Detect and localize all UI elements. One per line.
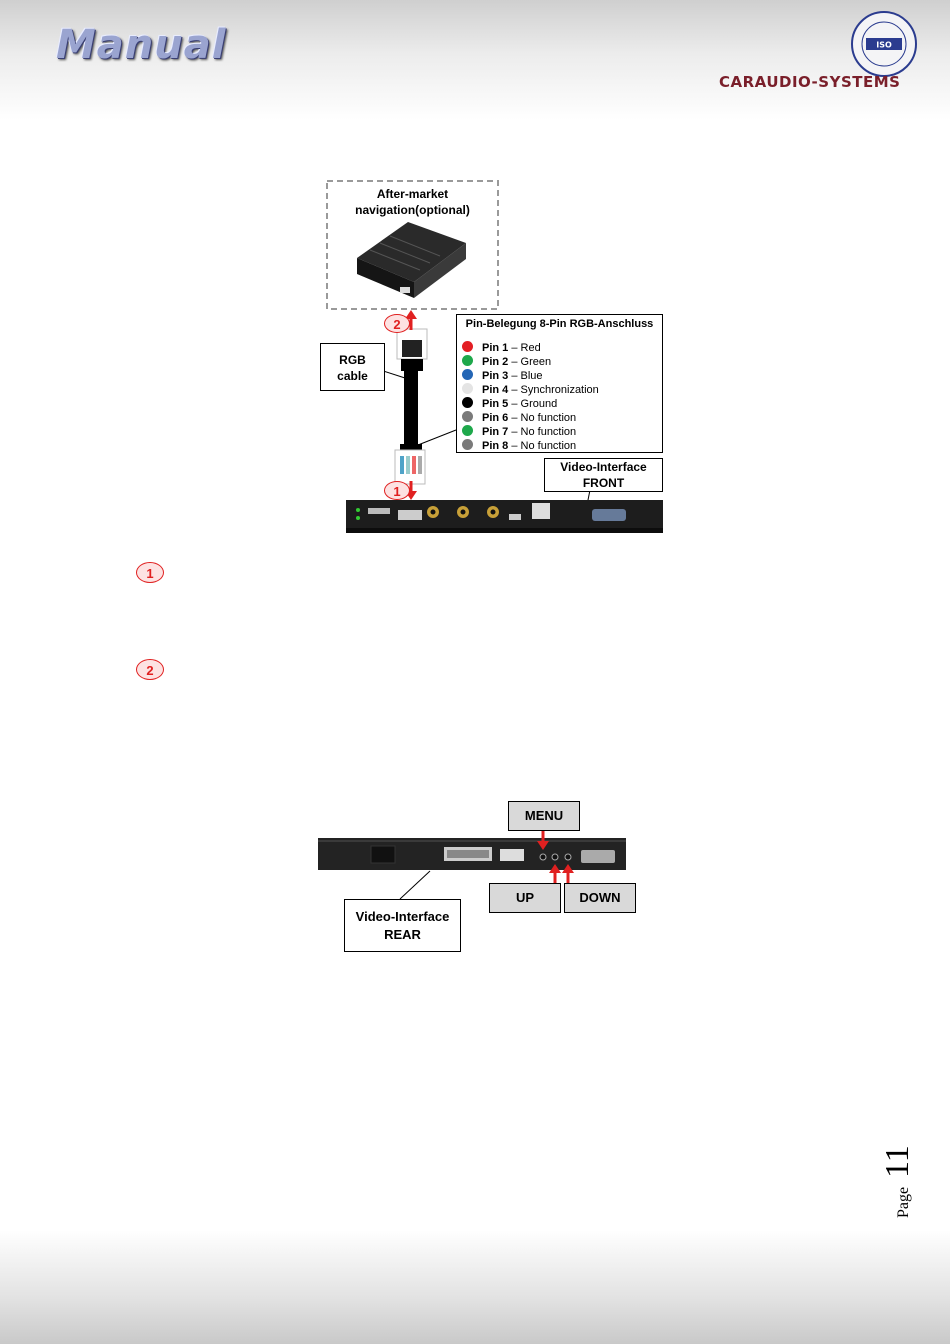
- pin-color-dot: [462, 425, 473, 436]
- front-interface-label-line2: FRONT: [582, 476, 625, 490]
- rear-interface-label-line2: REAR: [384, 927, 421, 942]
- pin-number: Pin 6: [482, 412, 509, 424]
- pin-row: [462, 341, 541, 355]
- manual-title: Manual: [56, 22, 227, 68]
- pin-description: – Blue: [508, 370, 543, 382]
- svg-text:ISO: ISO: [876, 40, 892, 50]
- menu-button-label: MENU: [508, 801, 580, 831]
- pin-color-dot: [462, 397, 473, 408]
- pin-description: – No function: [508, 440, 577, 452]
- pin-number: Pin 2: [482, 356, 509, 368]
- page-word: Page: [895, 1186, 912, 1218]
- pin-description: – Synchronization: [508, 384, 599, 396]
- pin-table-title: Pin-Belegung 8-Pin RGB-Anschluss: [465, 318, 654, 330]
- rear-interface-label-line1: Video-Interface: [355, 909, 450, 924]
- marker-2-badge: 2: [384, 314, 410, 333]
- nav-box-label: After-market navigation(optional): [355, 187, 470, 217]
- page-number-label: [870, 1140, 920, 1220]
- pin-description: – Red: [508, 342, 541, 354]
- pin-row: [462, 383, 599, 397]
- pin-description: – Ground: [508, 398, 558, 410]
- video-interface-front-image: [346, 500, 663, 533]
- rear-interface-diagram: [0, 780, 950, 980]
- video-interface-rear-image: [318, 838, 626, 870]
- pin-number: Pin 7: [482, 426, 509, 438]
- pin-color-dot: [462, 411, 473, 422]
- pin-color-dot: [462, 369, 473, 380]
- pin-number: Pin 3: [482, 370, 509, 382]
- pin-row: [462, 355, 551, 369]
- rear-interface-label-box: [344, 899, 461, 952]
- pin-color-dot: [462, 439, 473, 450]
- up-button-label: UP: [489, 883, 561, 913]
- pin-color-dot: [462, 355, 473, 366]
- step-2-marker: 2: [136, 659, 164, 680]
- brand-logo: CARAUDIO-SYSTEMS: [719, 73, 901, 91]
- front-connection-diagram: [0, 0, 950, 560]
- rgb-cable-label-line2: cable: [337, 369, 368, 383]
- pin-description: – No function: [508, 426, 577, 438]
- navigation-device-image: [357, 222, 466, 298]
- pin-row: [462, 411, 576, 425]
- pin-color-dot: [462, 341, 473, 352]
- pin-color-dot: [462, 383, 473, 394]
- pin-number: Pin 8: [482, 440, 509, 452]
- pin-description: – Green: [508, 356, 552, 368]
- marker-1-badge: 1: [384, 481, 410, 500]
- pin-row: [462, 439, 576, 453]
- pin-number: Pin 1: [482, 342, 509, 354]
- pin-row: [462, 397, 557, 411]
- pin-number: Pin 5: [482, 398, 509, 410]
- rgb-cable-label-line1: RGB: [339, 353, 366, 367]
- pin-row: [462, 369, 543, 383]
- down-button-label: DOWN: [564, 883, 636, 913]
- pin-row: [462, 425, 576, 439]
- pin-description: – No function: [508, 412, 577, 424]
- pin-number: Pin 4: [482, 384, 509, 396]
- step-1-marker: 1: [136, 562, 164, 583]
- front-interface-label-line1: Video-Interface: [560, 460, 647, 474]
- page-number: 11: [879, 1145, 916, 1178]
- footer-background: [0, 1230, 950, 1344]
